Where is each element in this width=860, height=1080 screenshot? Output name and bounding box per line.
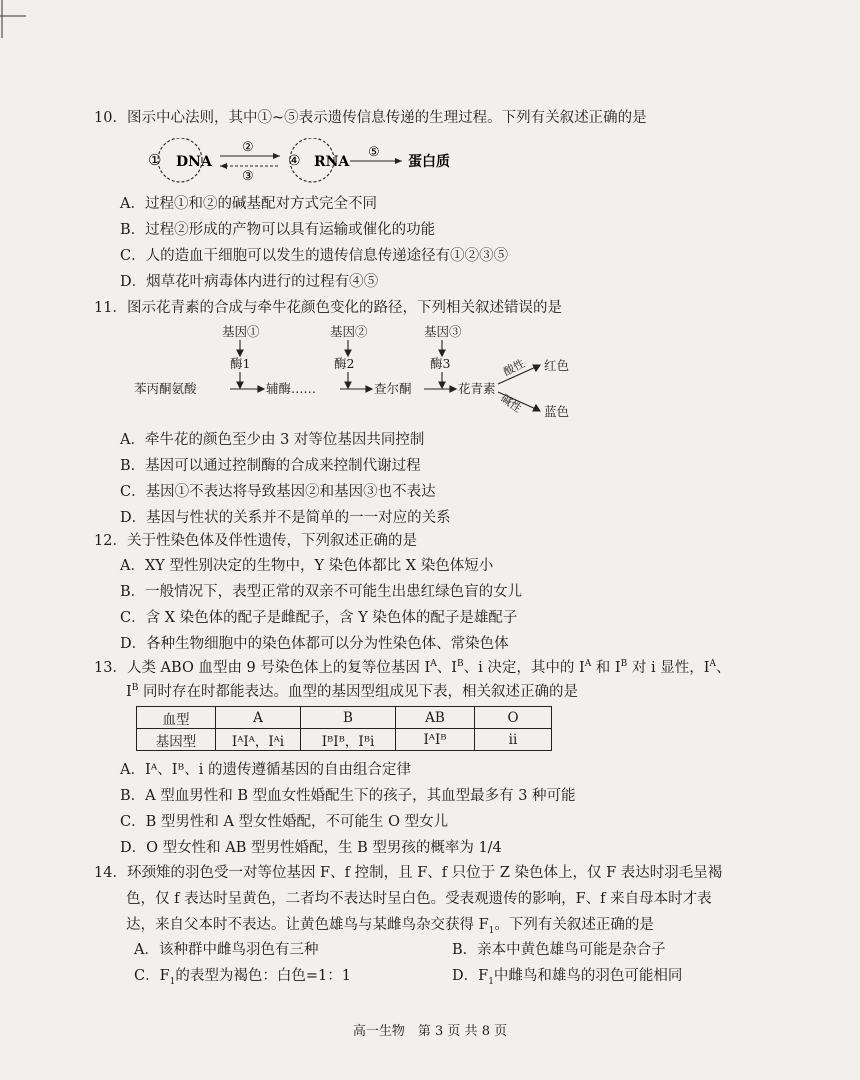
table-cell: IᴬIᴬ，Iᴬi [216, 729, 301, 751]
dogma-label-2: ② [242, 140, 254, 155]
dogma-label-4: ④ [288, 153, 301, 169]
q13-stem-line2: $I^B$ 同时存在时都能表达。血型的基因型组成见下表，相关叙述正确的是 [126, 683, 578, 700]
q12-option-c: C．含 X 染色体的配子是雌配子，含 Y 染色体的配子是雄配子 [120, 610, 518, 626]
rna-label: RNA [314, 154, 350, 170]
substrate-3: 查尔酮 [374, 381, 412, 396]
q13-option-a: A．Iᴬ、Iᴮ、i 的遗传遵循基因的自由组合定律 [120, 762, 411, 778]
table-cell: A [216, 707, 301, 729]
dogma-label-1: ① [148, 151, 162, 169]
q10-option-b: B．过程②形成的产物可以具有运输或催化的功能 [120, 222, 436, 238]
q14-stem-line3: 达，来自父本时不表达。让黄色雄鸟与某雌鸟杂交获得 $F_1$。下列有关叙述正确的是 [126, 917, 654, 936]
table-cell: 血型 [137, 707, 216, 729]
q14-option-c: C．$F_1$的表型为褐色：白色=1：1 [134, 968, 351, 987]
q11-option-d: D．基因与性状的关系并不是简单的一一对应的关系 [120, 510, 451, 526]
q12-stem: 12．关于性染色体及伴性遗传，下列叙述正确的是 [94, 533, 417, 549]
red-label: 红色 [544, 358, 570, 373]
blue-label: 蓝色 [544, 404, 570, 419]
q14-option-a: A．该种群中雌鸟羽色有三种 [134, 942, 319, 958]
base-label: 碱性 [498, 391, 524, 416]
table-cell: ii [475, 729, 552, 751]
protein-label: 蛋白质 [408, 154, 450, 170]
gene3-label: 基因③ [424, 324, 462, 339]
table-cell: B [301, 707, 396, 729]
acid-label: 酸性 [501, 356, 527, 379]
table-cell: IᴮIᴮ，Iᴮi [301, 729, 396, 751]
q14-stem-line1: 14．环颈雉的羽色受一对等位基因 F、f 控制，且 F、f 只位于 Z 染色体上，仅 F 表达时羽毛呈褐 [94, 865, 723, 881]
q10-option-a: A．过程①和②的碱基配对方式完全不同 [120, 196, 377, 212]
gene1-label: 基因① [222, 324, 260, 339]
substrate-1: 苯丙酮氨酸 [134, 381, 197, 396]
q12-option-b: B．一般情况下，表型正常的双亲不可能生出患红绿色盲的女儿 [120, 584, 523, 600]
table-row [137, 729, 552, 751]
q11-stem: 11．图示花青素的合成与牵牛花颜色变化的路径，下列相关叙述错误的是 [94, 300, 562, 316]
table-cell: 基因型 [137, 729, 216, 751]
table-cell: IᴬIᴮ [396, 729, 475, 751]
q10-option-c: C．人的造血干细胞可以发生的遗传信息传递途径有①②③⑤ [120, 248, 509, 264]
blood-type-table [136, 706, 552, 751]
dogma-label-5: ⑤ [368, 145, 380, 160]
q14-option-d: D．$F_1$中雌鸟和雄鸟的羽色可能相同 [452, 968, 683, 987]
q14-option-b: B．亲本中黄色雄鸟可能是杂合子 [452, 942, 666, 958]
central-dogma-diagram [140, 138, 480, 186]
dna-label: DNA [176, 154, 212, 170]
enzyme3-label: 酶3 [430, 356, 451, 371]
enzyme2-label: 酶2 [334, 356, 355, 371]
enzyme1-label: 酶1 [230, 356, 251, 371]
q10-option-d: D．烟草花叶病毒体内进行的过程有④⑤ [120, 274, 379, 290]
table-cell: AB [396, 707, 475, 729]
q14-stem-line2: 色，仅 f 表达时呈黄色，二者均不表达时呈白色。受表观遗传的影响，F、f 来自母本时才表 [126, 891, 712, 907]
substrate-4: 花青素 [458, 381, 496, 396]
q11-option-a: A．牵牛花的颜色至少由 3 对等位基因共同控制 [120, 432, 425, 448]
q11-option-b: B．基因可以通过控制酶的合成来控制代谢过程 [120, 458, 421, 474]
q11-option-c: C．基因①不表达将导致基因②和基因③也不表达 [120, 484, 436, 500]
q13-option-c: C．B 型男性和 A 型女性婚配，不可能生 O 型女儿 [120, 814, 449, 830]
page-footer: 高一生物 第 3 页 共 8 页 [352, 1024, 508, 1039]
q13-option-b: B．A 型血男性和 B 型血女性婚配生下的孩子，其血型最多有 3 种可能 [120, 788, 576, 804]
q12-option-d: D．各种生物细胞中的染色体都可以分为性染色体、常染色体 [120, 636, 509, 652]
gene2-label: 基因② [330, 324, 368, 339]
q13-option-d: D．O 型女性和 AB 型男性婚配，生 B 型男孩的概率为 1/4 [120, 840, 502, 856]
q13-stem-line1: 13．人类 ABO 血型由 9 号染色体上的复等位基因 $I^A$、$I^B$、i 决定，其中的 $I^A$ 和 $I^B$ 对 i 显性，$I^A$、 [94, 659, 731, 676]
table-row [137, 707, 552, 729]
q10-stem: 10．图示中心法则，其中①~⑤表示遗传信息传递的生理过程。下列有关叙述正确的是 [94, 110, 647, 126]
q12-option-a: A．XY 型性别决定的生物中，Y 染色体都比 X 染色体短小 [120, 558, 494, 574]
substrate-2: 辅酶…… [266, 381, 317, 396]
dogma-label-3: ③ [242, 169, 254, 184]
crop-mark [0, 0, 30, 40]
table-cell: O [475, 707, 552, 729]
anthocyanin-pathway-diagram [134, 320, 594, 420]
